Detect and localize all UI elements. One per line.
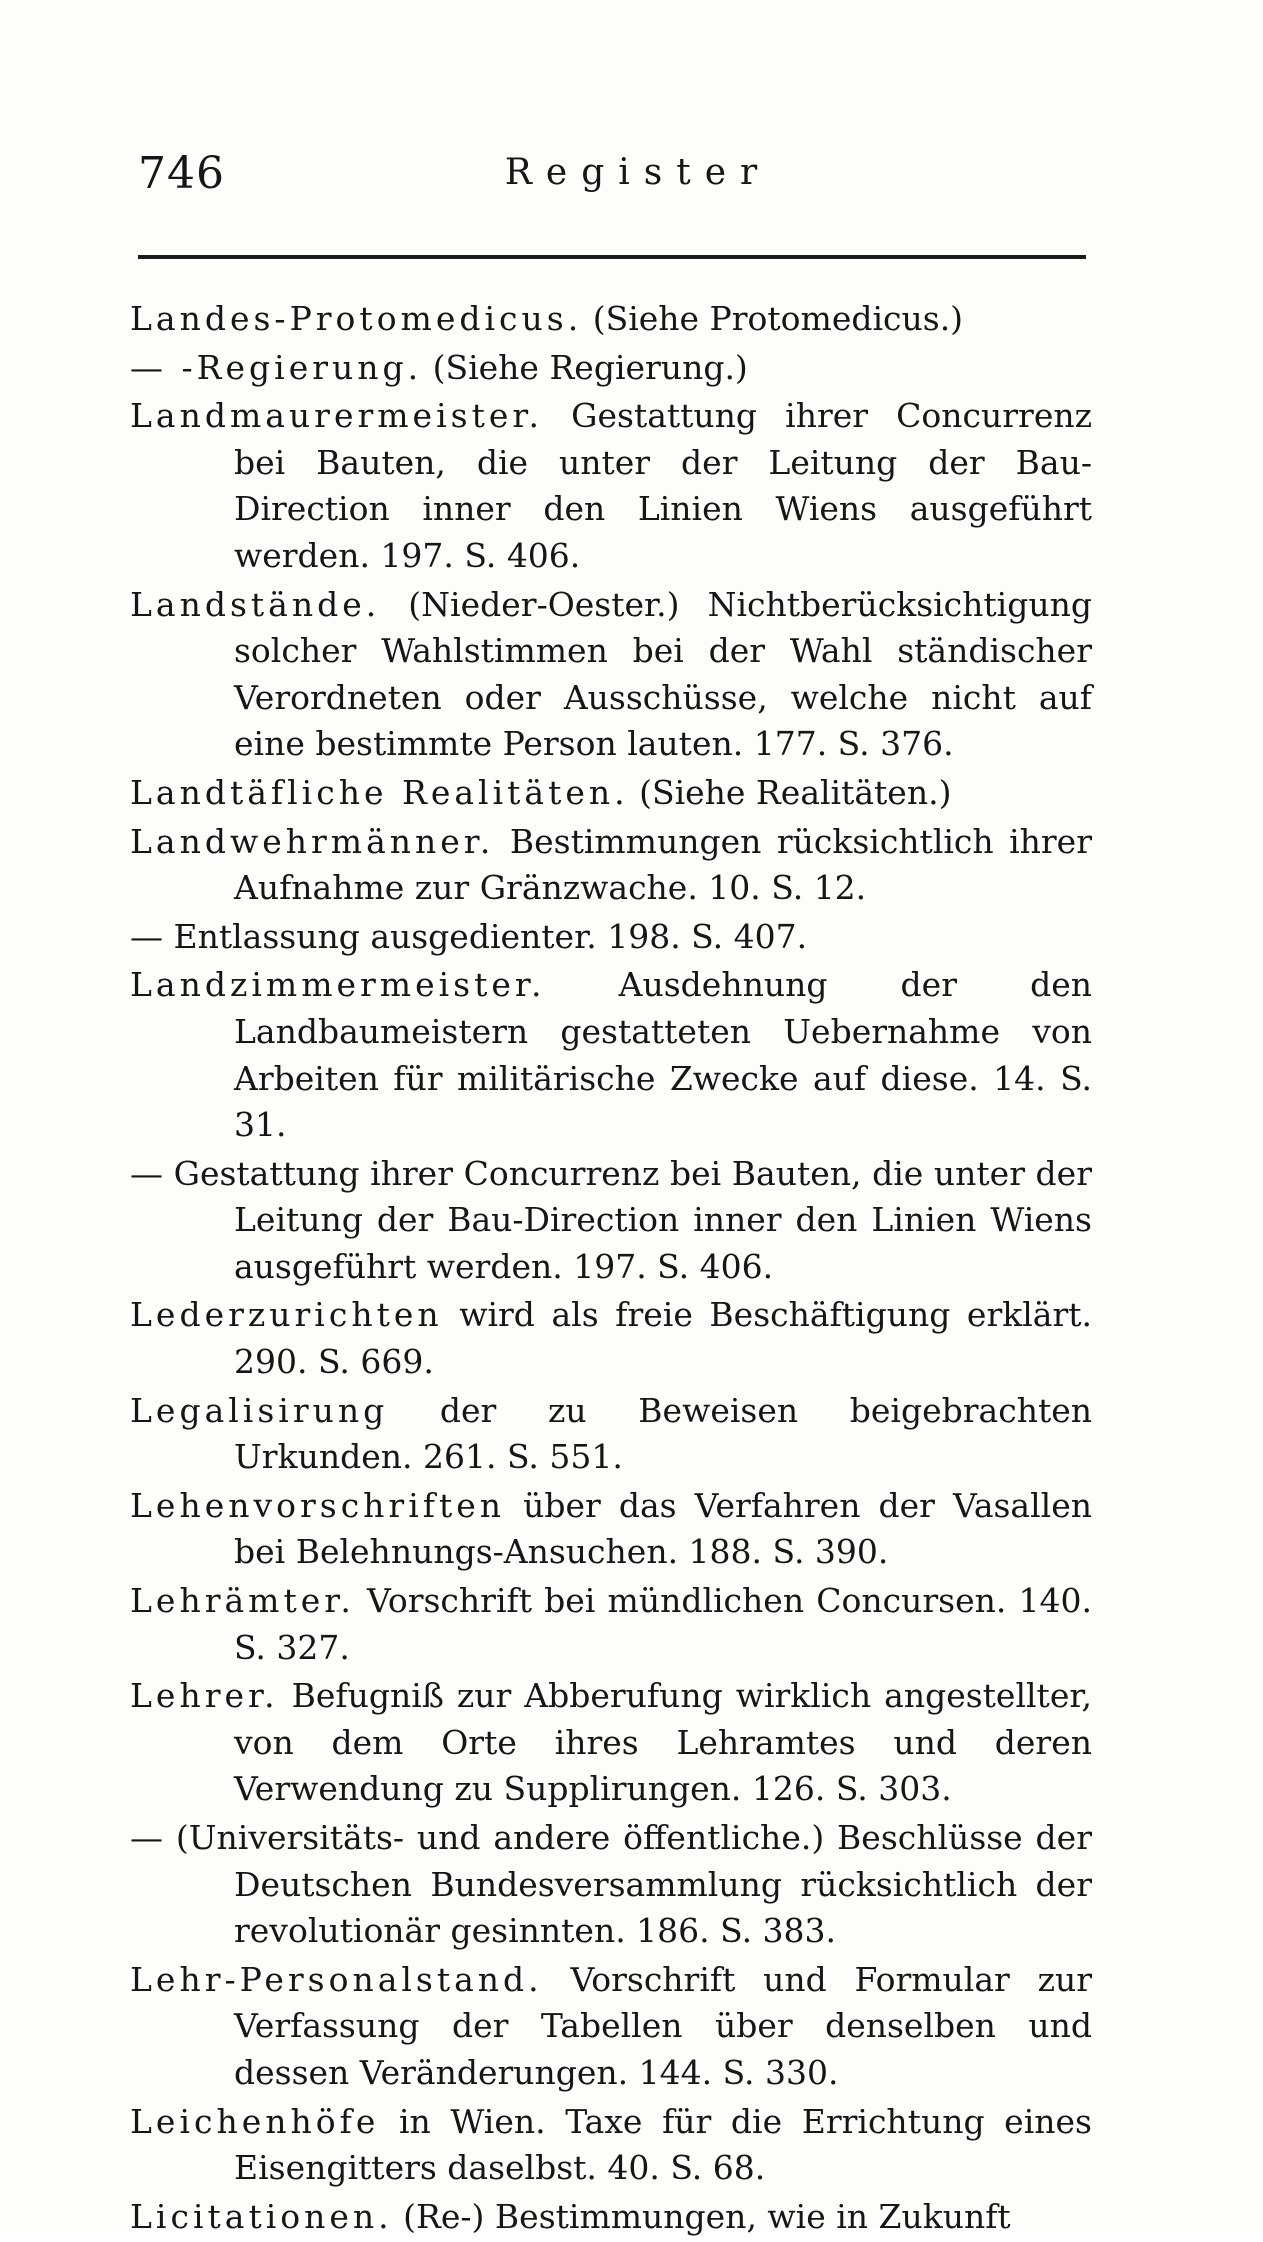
register-entry bbox=[130, 345, 1092, 392]
entry-text: Vorschrift und Formular zur Verfassung der Tabellen über denselben und dessen Veränderungen. 144. S. 330. bbox=[234, 1959, 1092, 2092]
entry-headword: Landtäfliche Realitäten. bbox=[130, 772, 629, 812]
register-entries bbox=[130, 296, 1092, 2242]
entry-text: Ausdehnung der den Landbaumeistern gestatteten Uebernahme von Arbeiten für militärische Zwecke auf diese. 14. S. 31. bbox=[234, 965, 1092, 1145]
register-entry bbox=[130, 1292, 1092, 1385]
register-entry bbox=[130, 2099, 1092, 2192]
header-rule bbox=[138, 255, 1086, 259]
entry-headword: Lehrämter. bbox=[130, 1581, 355, 1621]
entry-dash: — bbox=[130, 1153, 163, 1193]
register-entry bbox=[130, 1483, 1092, 1576]
entry-headword: Landzimmermeister. bbox=[130, 965, 546, 1005]
entry-headword: Lehrer. bbox=[130, 1676, 279, 1716]
register-entry bbox=[130, 1957, 1092, 2097]
entry-headword: Landes-Protomedicus. bbox=[130, 299, 583, 338]
register-entry bbox=[130, 819, 1092, 912]
register-entry bbox=[130, 914, 1092, 961]
entry-text: (Siehe Protomedicus.) bbox=[582, 299, 964, 338]
entry-text: Entlassung ausgedienter. 198. S. 407. bbox=[163, 916, 808, 956]
entry-headword: Licitationen. bbox=[130, 2196, 393, 2236]
register-entry bbox=[130, 1815, 1092, 1955]
register-entry bbox=[130, 1673, 1092, 1813]
entry-headword: Lehr-Personalstand. bbox=[130, 1959, 543, 1999]
running-title: Register bbox=[504, 152, 772, 193]
entry-text: Befugniß zur Abberufung wirklich angestellter, von dem Orte ihres Lehramtes und deren Verwendung zu Supplirungen. 126. S. 303. bbox=[234, 1676, 1092, 1809]
register-entry bbox=[130, 2194, 1092, 2241]
entry-headword: Landstände. bbox=[130, 584, 381, 624]
entry-dash: — bbox=[130, 1818, 163, 1857]
register-entry bbox=[130, 1151, 1092, 1291]
entry-headword: Leichenhöfe bbox=[130, 2101, 380, 2141]
entry-dash: — bbox=[130, 916, 163, 956]
entry-text: Vorschrift bei mündlichen Concursen. 140. S. 327. bbox=[234, 1581, 1092, 1667]
entry-headword: — -Regierung. bbox=[130, 347, 423, 387]
entry-text: Gestattung ihrer Concurrenz bei Bauten, die unter der Leitung der Bau-Direction inner den Linien Wiens ausgeführt werden. 197. S. 406. bbox=[163, 1153, 1092, 1286]
register-entry bbox=[130, 1388, 1092, 1481]
entry-text: (Nieder-Oester.) Nichtberücksichtigung solcher Wahlstimmen bei der Wahl ständischer Verordneten oder Ausschüsse, welche nicht auf eine bestimmte Person lauten. 177. S. 376. bbox=[234, 584, 1092, 764]
register-entry bbox=[130, 582, 1092, 768]
entry-text: (Siehe Regierung.) bbox=[422, 347, 748, 387]
entry-headword: Lederzurichten bbox=[130, 1295, 443, 1335]
entry-headword: Landwehrmänner. bbox=[130, 821, 495, 861]
register-entry bbox=[130, 962, 1092, 1148]
entry-text: der zu Beweisen beigebrachten Urkunden. 261. S. 551. bbox=[234, 1390, 1092, 1477]
entry-text: (Universitäts- und andere öffentliche.) Beschlüsse der Deutschen Bundesversammlung rücksichtlich der revolutionär gesinnten. 186. S. 383. bbox=[163, 1818, 1092, 1951]
entry-text: (Re-) Bestimmungen, wie in Zukunft bbox=[392, 2196, 1011, 2236]
entry-text: Bestimmungen rücksichtlich ihrer Aufnahme zur Gränzwache. 10. S. 12. bbox=[234, 821, 1092, 908]
page-header bbox=[138, 148, 1088, 208]
entry-text: wird als freie Beschäftigung erklärt. 290. S. 669. bbox=[234, 1295, 1092, 1382]
page-number: 746 bbox=[138, 148, 225, 199]
entry-headword: Lehenvorschriften bbox=[130, 1485, 506, 1525]
register-entry bbox=[130, 770, 1092, 817]
entry-headword: Landmaurermeister. bbox=[130, 396, 544, 436]
register-entry bbox=[130, 1578, 1092, 1671]
entry-text: (Siehe Realitäten.) bbox=[628, 772, 952, 812]
entry-text: Gestattung ihrer Concurrenz bei Bauten, die unter der Leitung der Bau-Direction inner den Linien Wiens ausgeführt werden. 197. S. 406. bbox=[234, 396, 1092, 575]
register-entry bbox=[130, 296, 1092, 343]
entry-text: in Wien. Taxe für die Errichtung eines Eisengitters daselbst. 40. S. 68. bbox=[234, 2101, 1092, 2188]
entry-text: über das Verfahren der Vasallen bei Belehnungs-Ansuchen. 188. S. 390. bbox=[234, 1485, 1092, 1572]
entry-headword: Legalisirung bbox=[130, 1390, 389, 1430]
register-entry bbox=[130, 393, 1092, 579]
